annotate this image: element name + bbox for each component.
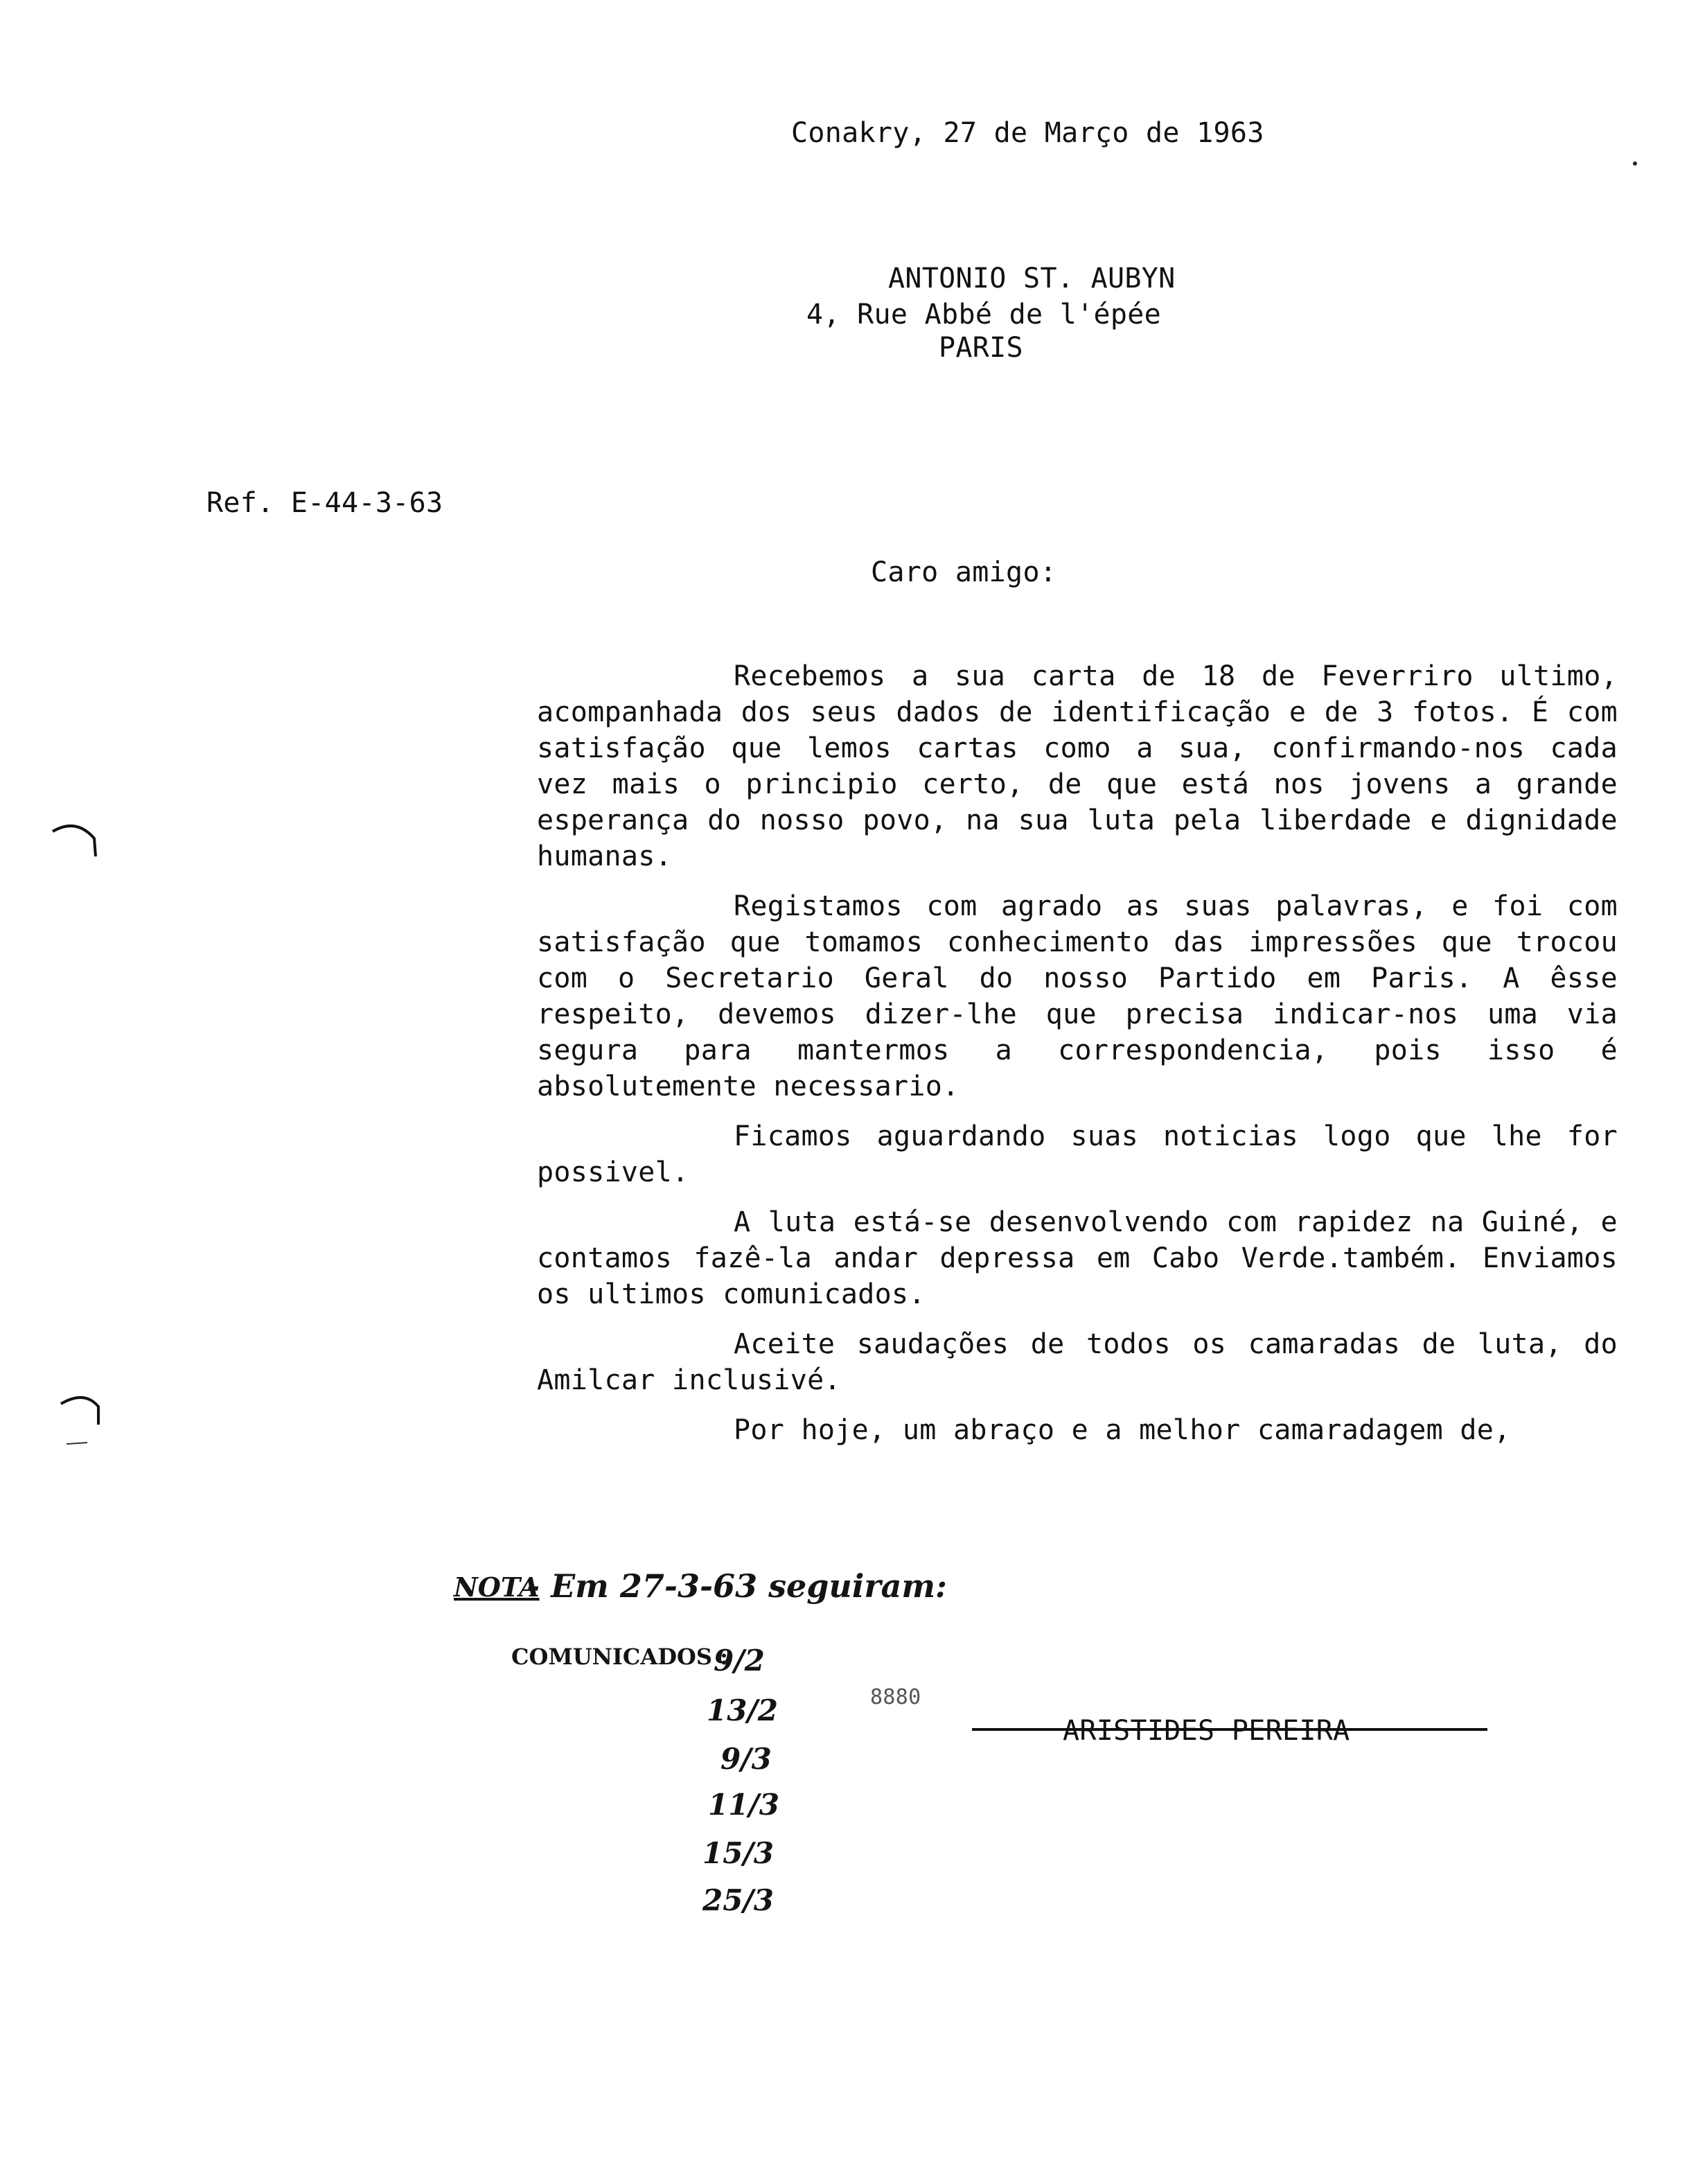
recipient-street: 4, Rue Abbé de l'épée [806, 299, 1162, 331]
note-date: 9/3 [720, 1742, 772, 1776]
letter-body [537, 658, 1618, 1448]
note-date: 25/3 [702, 1883, 775, 1917]
paragraph: Ficamos aguardando suas noticias logo que lhe for possivel. [537, 1120, 1618, 1188]
paragraph: A luta está-se desenvolvendo com rapidez na Guiné, e contamos fazê-la andar depressa em Cabo Verde.também. Enviamos os ultimos comunicados. [537, 1206, 1618, 1310]
note-label: COMUNICADOS : [511, 1644, 728, 1670]
note-date: 13/2 [707, 1693, 779, 1727]
note-heading: NOTA [454, 1571, 540, 1603]
reference: Ref. E-44-3-63 [206, 487, 443, 519]
salutation: Caro amigo: [871, 556, 1057, 588]
note-date: 11/3 [708, 1788, 780, 1822]
hole-punch-mark [57, 1386, 112, 1448]
paragraph: Recebemos a sua carta de 18 de Feverriro ultimo, acompanhada dos seus dados de identificação e de 3 fotos. É com satisfação que lemos cartas como a sua, confirmando-nos cada vez mais o principio certo, de que está nos jovens a grande esperança do nosso povo, na sua luta pela liberdade e dignidade humanas. [537, 660, 1618, 872]
note-text: - Em 27-3-63 seguiram: [527, 1567, 948, 1605]
signatory-name: ARISTIDES PEREIRA [1063, 1715, 1350, 1747]
paragraph: Aceite saudações de todos os camaradas de luta, do Amilcar inclusivé. [537, 1328, 1618, 1396]
recipient-city: PARIS [939, 332, 1023, 364]
stray-mark [1628, 157, 1642, 170]
paragraph: Por hoje, um abraço e a melhor camaradagem de, [734, 1414, 1511, 1446]
note-date: 15/3 [702, 1836, 775, 1870]
date-line: Conakry, 27 de Março de 1963 [791, 117, 1264, 149]
hole-punch-mark [48, 818, 104, 866]
paragraph: Registamos com agrado as suas palavras, e foi com satisfação que tomamos conhecimento das impressões que trocou com o Secretario Geral do nosso Partido em Paris. A êsse respeito, devemos dizer-lhe que precisa indicar-nos uma via segura para mantermos a correspondencia, pois isso é absolutemente necessario. [537, 890, 1618, 1102]
signature-number: 8880 [870, 1685, 921, 1709]
recipient-name: ANTONIO ST. AUBYN [888, 263, 1176, 294]
note-date: 9/2 [714, 1644, 765, 1677]
